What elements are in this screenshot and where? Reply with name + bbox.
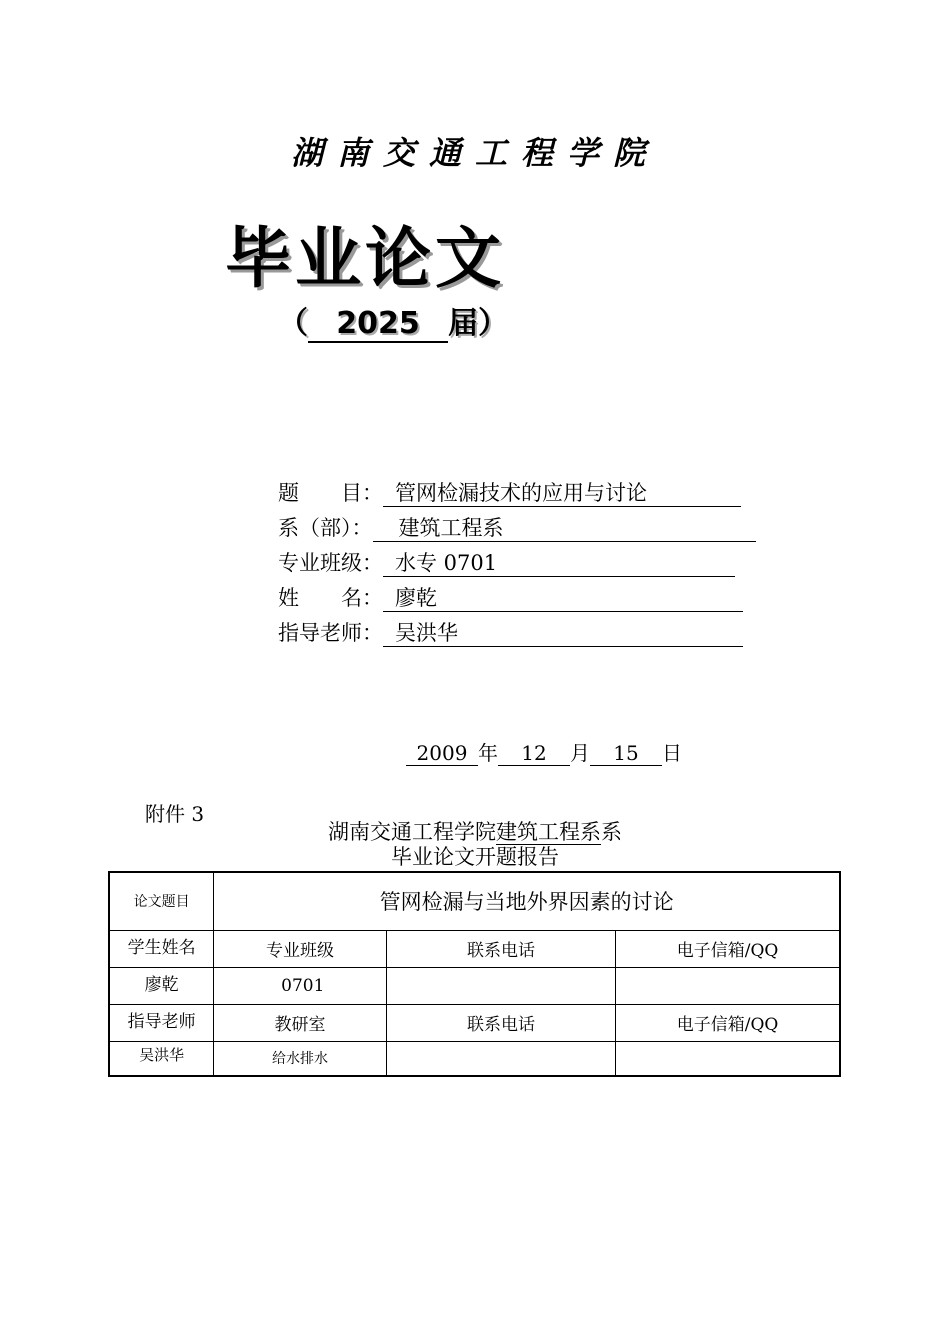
table-cell: [616, 967, 840, 1004]
table-cell: [386, 967, 615, 1004]
date-month: 12: [498, 741, 570, 766]
table-cell: 0701: [214, 967, 387, 1004]
cohort-line: [278, 298, 508, 343]
info-advisor: [278, 618, 743, 648]
info-class: [278, 548, 735, 578]
table-row: [109, 967, 840, 1004]
date-day: 15: [590, 741, 662, 766]
table-cell: 联系电话: [386, 1004, 615, 1041]
report-heading-line1: [0, 820, 950, 845]
info-value: 管网检漏技术的应用与讨论: [383, 480, 741, 507]
table-row: [109, 930, 840, 967]
submission-date: [406, 737, 682, 766]
table-cell: 联系电话: [386, 930, 615, 967]
table-row: [109, 872, 840, 930]
table-cell: 吴洪华: [109, 1041, 214, 1076]
date-year: 2009: [406, 741, 478, 766]
table-cell: 给水排水: [214, 1041, 387, 1076]
report-heading: [0, 820, 950, 870]
topic-label-cell: 论文题目: [109, 872, 214, 930]
info-label: 题 目：: [278, 481, 383, 505]
info-value: 水专 0701: [383, 550, 735, 577]
info-topic: [278, 478, 741, 508]
table-cell: 电子信箱/QQ: [616, 1004, 840, 1041]
table-cell: 电子信箱/QQ: [616, 930, 840, 967]
info-value: 廖乾: [383, 585, 743, 612]
table-cell: [386, 1041, 615, 1076]
table-cell: 学生姓名: [109, 930, 214, 967]
cohort-year: 2025: [308, 307, 448, 343]
table-cell: 廖乾: [109, 967, 214, 1004]
date-day-unit: 日: [662, 741, 682, 765]
info-department: [278, 513, 756, 543]
date-year-unit: 年: [478, 741, 498, 765]
table-cell: 专业班级: [214, 930, 387, 967]
date-month-unit: 月: [570, 741, 590, 765]
report-title: 毕业论文开题报告: [391, 845, 559, 869]
info-label: 系（部）：: [278, 516, 373, 540]
document-title: 毕业论文: [225, 220, 505, 297]
info-label: 姓 名：: [278, 586, 383, 610]
info-value: 吴洪华: [383, 620, 743, 647]
table-cell: [616, 1041, 840, 1076]
info-label: 指导老师：: [278, 621, 383, 645]
info-name: [278, 583, 743, 613]
attachment-label: 附件 3: [145, 802, 205, 826]
topic-value-cell: 管网检漏与当地外界因素的讨论: [214, 872, 840, 930]
report-dept-suffix: 系: [601, 820, 622, 844]
cohort-close: 届）: [448, 306, 508, 341]
cohort-open: （: [278, 306, 308, 341]
report-school: 湖南交通工程学院: [328, 820, 496, 844]
info-value: 建筑工程系: [373, 515, 756, 542]
table-row: [109, 1004, 840, 1041]
report-department: 建筑工程系: [496, 820, 601, 844]
school-name: 湖南交通工程学院: [290, 134, 659, 172]
info-label: 专业班级：: [278, 551, 383, 575]
table-row: [109, 1041, 840, 1076]
table-cell: 教研室: [214, 1004, 387, 1041]
report-table: [108, 871, 841, 1077]
table-cell: 指导老师: [109, 1004, 214, 1041]
